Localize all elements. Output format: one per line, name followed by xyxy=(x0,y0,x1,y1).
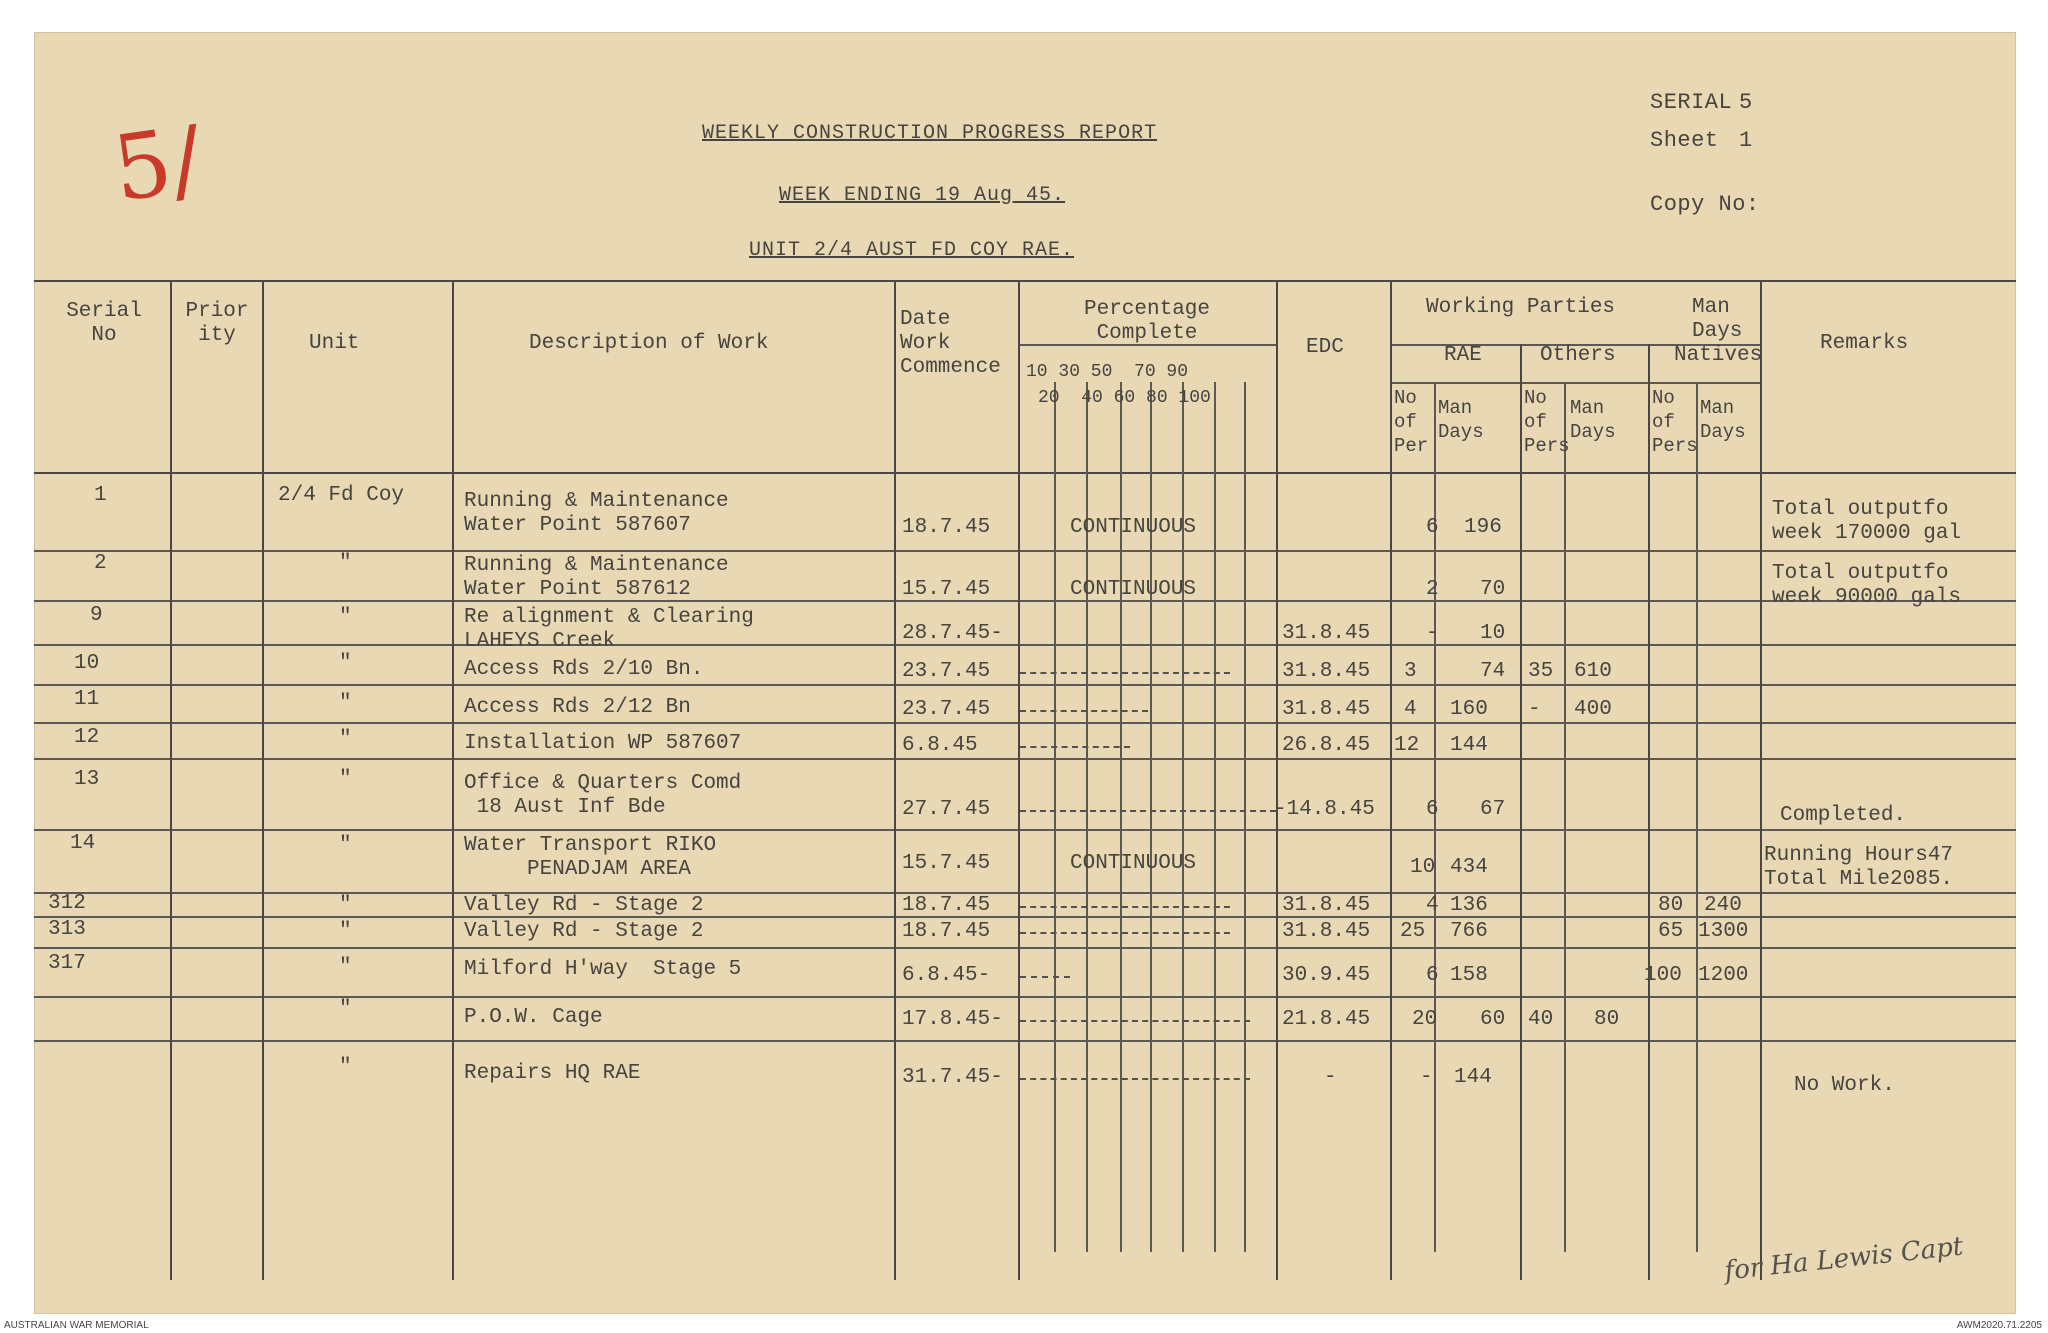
row-unit: " xyxy=(339,552,352,575)
row-edc: - xyxy=(1324,1066,1337,1089)
row-rae-no: 4 xyxy=(1426,894,1439,917)
row-edc: -14.8.45 xyxy=(1274,798,1375,821)
col-rae-no-of-per: No of Per xyxy=(1394,387,1429,457)
col-natives: Natives xyxy=(1674,344,1763,367)
sheet-value: 1 xyxy=(1739,128,1753,153)
pct-scale-top: 10 30 50 70 90 xyxy=(1026,362,1189,382)
footer-archive-ref: AWM2020.71.2205 xyxy=(1956,1320,2042,1331)
row-rae-no: - xyxy=(1426,622,1439,645)
row-others-no: - xyxy=(1528,698,1541,721)
week-ending: WEEK ENDING 19 Aug 45. xyxy=(779,184,1066,207)
signature: for Ha Lewis Capt xyxy=(1723,1231,1965,1287)
row-serial: 14 xyxy=(70,832,96,855)
row-description: P.O.W. Cage xyxy=(464,1006,603,1029)
row-rae-days: 434 xyxy=(1450,856,1488,879)
row-rae-no: - xyxy=(1420,1066,1433,1089)
row-edc: 31.8.45 xyxy=(1282,698,1371,721)
pct-scale-bottom: 20 40 60 80 100 xyxy=(1038,388,1211,408)
row-rae-days: 160 xyxy=(1450,698,1488,721)
row-serial: 9 xyxy=(90,604,103,627)
row-serial: 2 xyxy=(94,552,107,575)
row-description: Milford H'way Stage 5 xyxy=(464,958,742,981)
row-serial: 13 xyxy=(74,768,100,791)
row-unit: " xyxy=(339,768,352,791)
document-sheet xyxy=(34,32,2016,1314)
row-edc: 26.8.45 xyxy=(1282,734,1371,757)
row-remarks: No Work. xyxy=(1794,1074,1895,1097)
row-unit: " xyxy=(339,1056,352,1079)
row-natives-days: 240 xyxy=(1704,894,1742,917)
row-rae-no: 25 xyxy=(1400,920,1426,943)
row-date: 31.7.45- xyxy=(902,1066,1003,1089)
row-description: Repairs HQ RAE xyxy=(464,1062,641,1085)
col-remarks: Remarks xyxy=(1820,332,1909,355)
row-serial: 1 xyxy=(94,484,107,507)
row-others-no: 40 xyxy=(1528,1008,1554,1031)
row-date: 27.7.45 xyxy=(902,798,991,821)
row-others-no: 35 xyxy=(1528,660,1554,683)
row-natives-no: 100 xyxy=(1644,964,1682,987)
col-working-parties: Working Parties xyxy=(1426,296,1616,319)
row-description: Installation WP 587607 xyxy=(464,732,742,755)
row-date: 18.7.45 xyxy=(902,920,991,943)
row-rae-days: 158 xyxy=(1450,964,1488,987)
row-serial: 313 xyxy=(48,918,86,941)
row-edc: 31.8.45 xyxy=(1282,660,1371,683)
row-unit: " xyxy=(339,894,352,917)
row-unit: " xyxy=(339,728,352,751)
row-description: Valley Rd - Stage 2 xyxy=(464,894,704,917)
row-progress: CONTINUOUS xyxy=(1070,578,1197,601)
row-rae-no: 6 xyxy=(1426,964,1439,987)
col-nat-no-of-pers: No of Pers xyxy=(1652,387,1698,457)
row-others-days: 610 xyxy=(1574,660,1612,683)
row-rae-no: 2 xyxy=(1426,578,1439,601)
col-priority: Prior ity xyxy=(185,300,249,347)
row-description: Water Transport RIKO PENADJAM AREA xyxy=(464,834,717,881)
row-unit: " xyxy=(339,834,352,857)
row-edc: 21.8.45 xyxy=(1282,1008,1371,1031)
row-remarks: Completed. xyxy=(1780,804,1907,827)
row-date: 6.8.45 xyxy=(902,734,978,757)
row-rae-days: 10 xyxy=(1480,622,1506,645)
row-rae-days: 144 xyxy=(1454,1066,1492,1089)
col-oth-man-days: Man Days xyxy=(1570,397,1616,443)
row-date: 23.7.45 xyxy=(902,660,991,683)
row-remarks: Total outputfo week 90000 gals xyxy=(1772,562,1962,609)
row-rae-days: 136 xyxy=(1450,894,1488,917)
row-progress: CONTINUOUS xyxy=(1070,516,1197,539)
row-unit: " xyxy=(339,652,352,675)
row-unit: " xyxy=(339,692,352,715)
row-date: 18.7.45 xyxy=(902,516,991,539)
row-rae-days: 144 xyxy=(1450,734,1488,757)
copy-label: Copy No: xyxy=(1650,192,1760,217)
row-natives-days: 1200 xyxy=(1698,964,1749,987)
row-rae-no: 20 xyxy=(1412,1008,1438,1031)
row-edc: 30.9.45 xyxy=(1282,964,1371,987)
col-oth-no-of-pers: No of Pers xyxy=(1524,387,1570,457)
row-unit: " xyxy=(339,920,352,943)
col-edc: EDC xyxy=(1306,336,1344,359)
row-date: 23.7.45 xyxy=(902,698,991,721)
row-description: Re alignment & Clearing LAHEYS Creek xyxy=(464,606,754,653)
col-rae-man-days: Man Days xyxy=(1438,397,1484,443)
col-man-days: Man Days xyxy=(1692,296,1743,343)
serial-label: SERIAL xyxy=(1650,90,1733,115)
col-percentage: Percentage Complete xyxy=(1083,298,1211,345)
row-date: 28.7.45- xyxy=(902,622,1003,645)
report-title: WEEKLY CONSTRUCTION PROGRESS REPORT xyxy=(702,122,1158,145)
row-description: Running & Maintenance Water Point 587612 xyxy=(464,554,729,601)
row-date: 15.7.45 xyxy=(902,578,991,601)
col-rae: RAE xyxy=(1444,344,1482,367)
footer-archive-name: AUSTRALIAN WAR MEMORIAL xyxy=(4,1320,149,1331)
row-natives-days: 1300 xyxy=(1698,920,1749,943)
unit-heading: UNIT 2/4 AUST FD COY RAE. xyxy=(749,239,1075,262)
sheet-label: Sheet xyxy=(1650,128,1719,153)
row-serial: 312 xyxy=(48,892,86,915)
row-rae-no: 6 xyxy=(1426,798,1439,821)
row-natives-no: 80 xyxy=(1658,894,1684,917)
col-serial: Serial No xyxy=(66,300,142,347)
row-date: 18.7.45 xyxy=(902,894,991,917)
row-serial: 10 xyxy=(74,652,100,675)
row-others-days: 400 xyxy=(1574,698,1612,721)
serial-value: 5 xyxy=(1739,90,1753,115)
row-serial: 12 xyxy=(74,726,100,749)
col-description: Description of Work xyxy=(529,332,769,355)
row-rae-no: 4 xyxy=(1404,698,1417,721)
row-edc: 31.8.45 xyxy=(1282,920,1371,943)
row-remarks: Running Hours47 Total Mile2085. xyxy=(1764,844,1954,891)
row-rae-no: 10 xyxy=(1410,856,1436,879)
handwritten-folio-mark: 5/ xyxy=(107,106,209,223)
row-remarks: Total outputfo week 170000 gal xyxy=(1772,498,1962,545)
row-date: 6.8.45- xyxy=(902,964,991,987)
row-progress: CONTINUOUS xyxy=(1070,852,1197,875)
row-rae-days: 67 xyxy=(1480,798,1506,821)
row-description: Access Rds 2/10 Bn. xyxy=(464,658,704,681)
row-rae-days: 766 xyxy=(1450,920,1488,943)
row-others-days: 80 xyxy=(1594,1008,1620,1031)
row-rae-days: 60 xyxy=(1480,1008,1506,1031)
row-rae-no: 12 xyxy=(1394,734,1420,757)
row-description: Office & Quarters Comd 18 Aust Inf Bde xyxy=(464,772,742,819)
col-others: Others xyxy=(1540,344,1616,367)
row-unit: " xyxy=(339,998,352,1021)
row-rae-days: 74 xyxy=(1480,660,1506,683)
row-description: Running & Maintenance Water Point 587607 xyxy=(464,490,729,537)
row-unit: " xyxy=(339,606,352,629)
row-rae-days: 196 xyxy=(1464,516,1502,539)
row-rae-no: 3 xyxy=(1404,660,1417,683)
col-unit: Unit xyxy=(309,332,360,355)
row-rae-no: 6 xyxy=(1426,516,1439,539)
row-natives-no: 65 xyxy=(1658,920,1684,943)
row-unit: " xyxy=(339,956,352,979)
row-edc: 31.8.45 xyxy=(1282,622,1371,645)
col-date-work: Date Work Commence xyxy=(900,308,1001,379)
row-date: 15.7.45 xyxy=(902,852,991,875)
row-serial: 317 xyxy=(48,952,86,975)
row-description: Valley Rd - Stage 2 xyxy=(464,920,704,943)
row-serial: 11 xyxy=(74,688,100,711)
row-unit: 2/4 Fd Coy xyxy=(278,484,405,507)
row-edc: 31.8.45 xyxy=(1282,894,1371,917)
row-rae-days: 70 xyxy=(1480,578,1506,601)
col-nat-man-days: Man Days xyxy=(1700,397,1746,443)
row-description: Access Rds 2/12 Bn xyxy=(464,696,691,719)
row-date: 17.8.45- xyxy=(902,1008,1003,1031)
